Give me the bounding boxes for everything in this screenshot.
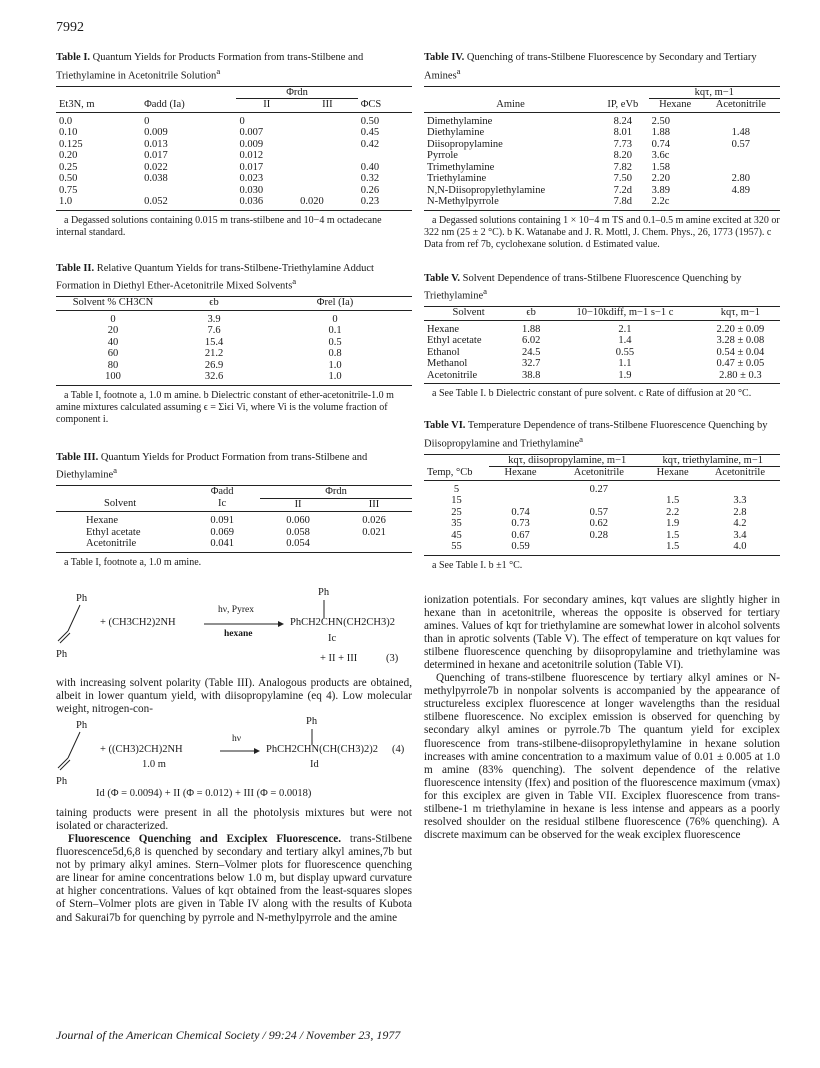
table-3-col-2: II xyxy=(260,498,336,512)
table-6-triethyl-header: kqτ, triethylamine, m−1 xyxy=(646,454,780,467)
table-1-footnote: a Degassed solutions containing 0.015 m trans-stilbene and 10−4 m octadecane internal standard. xyxy=(56,214,382,238)
table-row: 0.125 0.013 0.009 0.42 xyxy=(59,138,380,150)
table-row: 0 3.9 0 xyxy=(110,313,338,325)
eq3-condition-top: hν, Pyrex xyxy=(218,604,254,615)
table-3-col-3: III xyxy=(336,498,412,512)
eq3-ph-top: Ph xyxy=(76,592,88,604)
table-row: Ethanol 24.5 0.55 0.54 ± 0.04 xyxy=(427,346,765,358)
table-3 xyxy=(56,452,412,569)
table-1-grid xyxy=(56,86,412,211)
table-4-col-1: IP, eVb xyxy=(597,99,648,113)
eq4-product: PhCH2CHN(CH(CH3)2)2 xyxy=(266,743,379,755)
page-number: 7992 xyxy=(56,20,84,35)
table-3-footnote: a Table I, footnote a, 1.0 m amine. xyxy=(64,556,202,568)
table-6-col-3: Hexane xyxy=(646,467,700,481)
eq3-number: (3) xyxy=(386,652,399,664)
table-row: 45 0.67 0.28 1.5 3.4 xyxy=(451,529,747,541)
table-5-col-1: ϵb xyxy=(513,307,549,321)
table-2 xyxy=(56,263,412,426)
table-row: 80 26.9 1.0 xyxy=(107,359,342,371)
table-row: Methanol 32.7 1.1 0.47 ± 0.05 xyxy=(427,358,765,369)
table-1-col-3: III xyxy=(297,99,358,113)
table-1 xyxy=(56,52,412,239)
table-4-footnote: a Degassed solutions containing 1 × 10−4 m TS and 0.1–0.5 m amine excited at 320 or 322 nm (25 ± 2 °C). b K. Watanabe and J. R. Mottl, J. Chem. Phys., 26, 1773 (1957). c Data from ref 7b, cyclohexane solution. d Estimated value. xyxy=(424,214,780,250)
table-row: 5 0.27 xyxy=(453,483,609,495)
equation-4 xyxy=(56,716,412,796)
eq4-product-ph: Ph xyxy=(306,715,318,727)
eq3-tail: + II + III xyxy=(320,652,358,664)
table-3-add-header: Φadd xyxy=(210,486,234,497)
table-row: Ethyl acetate 6.02 1.4 3.28 ± 0.08 xyxy=(427,335,765,346)
table-2-col-2: Φrel (Ia) xyxy=(258,297,412,311)
table-row: 25 0.74 0.57 2.2 2.8 xyxy=(451,506,747,518)
table-3-grid xyxy=(56,485,412,553)
body-paragraph-3: Fluorescence Quenching and Exciplex Fluorescence. trans-Stilbene fluorescence5d,6,8 is quenched by secondary and tertiary alkyl amines,7b but not by primary alkyl amines. Stern–Volmer plots for fluorescence quenching are linear for amine concentrations below 1.0 m, but display upward curvature at higher concentrations. Values of kqτ obtained from the least-squares slopes of Stern–Volmer plots are given in Table IV along with the results of Kubota and Sakurai7b for quenching by pyrrole and N-methylpyrrole and the amine xyxy=(56,832,413,924)
table-3-caption: Table III. Quantum Yields for Product Formation from trans-Stilbene and Diethylamine$^a$ xyxy=(56,451,368,481)
eq4-number: (4) xyxy=(392,743,405,755)
body-paragraph-4: ionization potentials. For secondary amines, kqτ values are slightly higher in hexane than in acetonitrile, whereas the opposite is observed for tertiary amines. Values of kqτ for triethylamine are somewhat lower in alcohol solvents than in aprotic solvents (Table V). The effect of temperature on kqτ values for stilbene fluorescence quenching by diisopropylamine and triethylamine was determined in hexane and acetonitrile solution (Table VI). xyxy=(424,593,780,671)
table-3-col-0: Solvent xyxy=(56,498,184,512)
table-2-footnote: a Table I, footnote a, 1.0 m amine. b Dielectric constant of ether-acetonitrile-1.0 m amine mixtures calculated assuming ϵ = Σiϵi Vi, where Vi is the volume fraction of component i. xyxy=(56,389,394,425)
table-4-col-3: Acetonitrile xyxy=(702,99,780,113)
table-row: Hexane 1.88 2.1 2.20 ± 0.09 xyxy=(427,323,765,335)
table-6-grid xyxy=(424,454,780,556)
table-row: 0.50 0.038 0.023 0.32 xyxy=(59,173,380,184)
table-6-col-0: Temp, °Cb xyxy=(424,467,489,481)
reaction-arrow xyxy=(204,619,284,629)
eq4-ph-bottom: Ph xyxy=(56,775,68,787)
table-5-col-2: 10−10kdiff, m−1 s−1 c xyxy=(549,307,701,321)
eq3-product: PhCH2CHN(CH2CH3)2 xyxy=(290,616,396,628)
table-row: 0.75 0.030 0.26 xyxy=(59,184,380,196)
table-1-col-4: ΦCS xyxy=(358,99,412,113)
table-1-col-1: Φadd (Ia) xyxy=(141,99,236,113)
eq3-condition-bottom: hexane xyxy=(224,628,253,639)
table-4 xyxy=(424,52,780,251)
table-3-col-1: Ic xyxy=(184,498,260,512)
table-row: Diisopropylamine 7.73 0.74 0.57 xyxy=(427,138,751,150)
table-6-footnote: a See Table I. b ±1 °C. xyxy=(432,559,523,571)
table-row: 100 32.6 1.0 xyxy=(105,371,342,382)
table-row: Dimethylamine 8.24 2.50 xyxy=(427,115,670,127)
table-row: 15 1.5 3.3 xyxy=(451,495,747,506)
table-1-col-2: II xyxy=(236,99,297,113)
table-row: Hexane 0.091 0.060 0.026 xyxy=(86,515,386,526)
table-6-diiso-header: kqτ, diisopropylamine, m−1 xyxy=(489,454,646,467)
table-row: 0.20 0.017 0.012 xyxy=(59,150,264,161)
eq4-product-label: Id xyxy=(310,758,319,770)
table-4-col-0: Amine xyxy=(424,99,597,113)
table-4-col-2: Hexane xyxy=(649,99,702,113)
table-row: N-Methylpyrrole 7.8d 2.2c xyxy=(427,196,670,207)
table-row: 60 21.2 0.8 xyxy=(107,348,342,359)
table-6-col-1: Hexane xyxy=(489,467,552,481)
table-row: Acetonitrile 38.8 1.9 2.80 ± 0.3 xyxy=(427,369,762,381)
table-row: 0.10 0.009 0.007 0.45 xyxy=(59,127,380,138)
table-row: Acetonitrile 0.041 0.054 xyxy=(86,538,310,549)
eq3-product-ph: Ph xyxy=(318,586,330,598)
eq3-product-label: Ic xyxy=(328,632,337,644)
body-paragraph-2: taining products were present in all the photolysis mixtures but were not isolated or characterized. xyxy=(56,806,412,832)
eq3-reagent: + (CH3CH2)2NH xyxy=(100,616,176,628)
stilbene-structure xyxy=(56,592,96,655)
table-row: 40 15.4 0.5 xyxy=(107,336,342,348)
table-5 xyxy=(424,273,780,401)
table-4-kq-header: kqτ, m−1 xyxy=(649,86,780,99)
equation-3 xyxy=(56,583,412,677)
table-5-grid xyxy=(424,306,780,384)
table-5-col-3: kqτ, m−1 xyxy=(701,307,780,321)
table-1-caption: Table I. Quantum Yields for Products Formation from trans-Stilbene and Triethylamine in Acetonitrile Solution$^a$ xyxy=(56,52,364,81)
stilbene-structure xyxy=(56,724,96,780)
table-2-col-0: Solvent % CH3CN xyxy=(56,297,170,311)
table-row: 0.0 0 0 0.50 xyxy=(59,115,380,127)
eq4-ph-top: Ph xyxy=(76,719,88,731)
table-1-rdn-header: Φrdn xyxy=(236,86,357,99)
table-row: Pyrrole 8.20 3.6c xyxy=(427,150,670,161)
table-row: Diethylamine 8.01 1.88 1.48 xyxy=(427,127,751,138)
reaction-arrow xyxy=(220,746,260,756)
eq4-concentration: 1.0 m xyxy=(142,758,166,770)
body-paragraph-1: with increasing solvent polarity (Table III). Analogous products are obtained, albeit in lower quantum yield, with diisopropylamine (eq 4). Low molecular weight, nitrogen-con- xyxy=(56,676,412,715)
eq4-reagent: + ((CH3)2CH)2NH xyxy=(100,743,183,755)
eq3-ph-bottom: Ph xyxy=(56,648,68,660)
table-3-rdn-header: Φrdn xyxy=(260,486,412,499)
table-4-caption: Table IV. Quenching of trans-Stilbene Fluorescence by Secondary and Tertiary Amines$^a$ xyxy=(424,52,757,81)
table-6-col-2: Acetonitrile xyxy=(552,467,645,481)
body-paragraph-5: Quenching of trans-stilbene fluorescence by tertiary alkyl amines or N-methylpyrrole7b in nonpolar solvents is accompanied by the appearance of structureless exciplex fluorescence at longer wavelengths than the residual stilbene fluorescence. No exciplex emission is observed for quenching by secondary alkyl amines or pyrrole.7b The quantum yield for exciplex fluorescence from trans-stilbene-diisopropylethylamine in hexane solution increases with amine concentration to a maximum value of 0.01 ± 0.005 at 1.0 m amine (83% quenching). The solvent dependence of the relative fluorescence intensity (Ifex) and position of the fluorescence maximum (νmax) for this exciplex are given in Table VII. Exciplex fluorescence from trans-stilbene-1 m triethylamine in hexane is less intense and appears as a poorly resolved shoulder on the residual stilbene fluorescence (76% quenching). A discrete maximum can be observed for the weak exciplex fluorescence xyxy=(424,672,780,842)
table-row: 35 0.73 0.62 1.9 4.2 xyxy=(451,518,747,529)
eq4-yields: Id (Φ = 0.0094) + II (Φ = 0.012) + III (Φ = 0.0018) xyxy=(96,787,312,799)
table-2-caption: Table II. Relative Quantum Yields for trans-Stilbene-Triethylamine Adduct Formation in Diethyl Ether-Acetonitrile Mixed Solvents$^a$ xyxy=(56,262,374,292)
table-5-footnote: a See Table I. b Dielectric constant of pure solvent. c Rate of diffusion at 20 °C. xyxy=(432,388,752,399)
table-6-col-4: Acetonitrile xyxy=(700,467,780,481)
eq4-condition-top: hν xyxy=(232,733,242,744)
right-column xyxy=(424,52,780,842)
table-row: Triethylamine 7.50 2.20 2.80 xyxy=(427,173,751,184)
table-5-caption: Table V. Solvent Dependence of trans-Stilbene Fluorescence Quenching by Triethylamine$^a$ xyxy=(424,272,742,302)
table-6 xyxy=(424,420,780,572)
journal-footer: Journal of the American Chemical Society / 99:24 / November 23, 1977 xyxy=(56,1028,401,1042)
table-row: 55 0.59 1.5 4.0 xyxy=(451,541,747,552)
table-row: N,N-Diisopropylethylamine 7.2d 3.89 4.89 xyxy=(427,184,751,196)
table-row: 20 7.6 0.1 xyxy=(107,325,342,336)
product-bond xyxy=(322,600,326,618)
table-row: 0.25 0.022 0.017 0.40 xyxy=(59,161,380,173)
left-column xyxy=(56,52,412,925)
table-5-col-0: Solvent xyxy=(424,307,513,321)
product-bond xyxy=(310,729,314,745)
table-row: 1.0 0.052 0.036 0.020 0.23 xyxy=(59,196,380,207)
table-6-caption: Table VI. Temperature Dependence of trans-Stilbene Fluorescence Quenching by Diisopropylamine and Triethylamine$^a$ xyxy=(424,420,768,449)
table-2-col-1: ϵb xyxy=(170,297,258,311)
table-row: Trimethylamine 7.82 1.58 xyxy=(427,161,670,173)
table-2-grid xyxy=(56,296,412,386)
table-row: Ethyl acetate 0.069 0.058 0.021 xyxy=(86,526,386,538)
table-4-grid xyxy=(424,86,780,211)
table-1-col-0: Et3N, m xyxy=(56,99,141,113)
